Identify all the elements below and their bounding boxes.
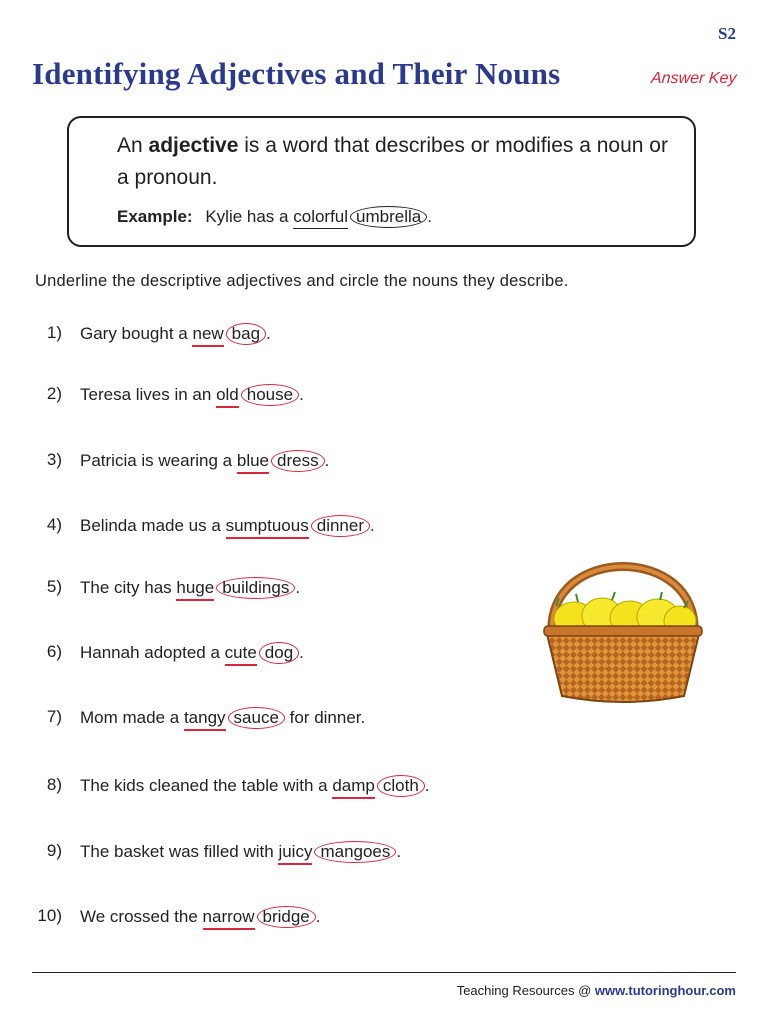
noun-answer: bridge: [257, 906, 316, 928]
adjective-answer: narrow: [203, 907, 255, 930]
definition-box: [67, 116, 696, 247]
instruction-text: Underline the descriptive adjectives and circle the nouns they describe.: [35, 272, 569, 290]
sentence-pre: Hannah adopted a: [80, 643, 220, 662]
question-sentence: [80, 323, 271, 347]
sentence-pre: Belinda made us a: [80, 516, 221, 535]
question-sentence: [80, 906, 321, 930]
question-number: 9): [46, 841, 62, 860]
footer-prefix: Teaching Resources @: [456, 983, 592, 998]
footer-site-link[interactable]: www.tutoringhour.com: [594, 983, 736, 998]
noun-answer: dress: [271, 450, 325, 472]
sentence-post: .: [295, 578, 301, 597]
question-number: 8): [46, 775, 62, 794]
sentence-post: .: [299, 385, 304, 404]
sentence-post: .: [324, 451, 330, 470]
definition-rest: is a word that describes or modifies a noun or a pronoun.: [117, 134, 668, 189]
question-number: 5): [46, 577, 62, 596]
question-number: 10): [37, 906, 62, 925]
sentence-post: .: [315, 907, 321, 926]
sentence-pre: Mom made a: [80, 708, 180, 727]
noun-answer: bag: [226, 323, 266, 345]
question-number: 3): [46, 450, 62, 469]
example-pre: Kylie has a: [205, 207, 289, 226]
adjective-answer: tangy: [184, 708, 226, 731]
sentence-post: .: [396, 842, 402, 861]
example-adjective: colorful: [293, 207, 348, 229]
example-post: .: [427, 207, 432, 226]
footer-divider: [32, 972, 736, 973]
question-number: 6): [46, 642, 62, 661]
adjective-answer: new: [192, 324, 223, 347]
example-line: [117, 206, 432, 229]
sentence-pre: Gary bought a: [80, 324, 188, 343]
question-number: 2): [46, 384, 62, 403]
adjective-answer: old: [216, 385, 239, 408]
sentence-post: .: [424, 776, 430, 795]
worksheet-code: S2: [718, 24, 736, 43]
sentence-post: .: [266, 324, 271, 343]
question-sentence: [80, 775, 430, 799]
adjective-answer: blue: [237, 451, 269, 474]
definition-text: [117, 130, 677, 194]
question-sentence: [80, 577, 300, 601]
noun-answer: buildings: [216, 577, 295, 599]
adjective-answer: juicy: [278, 842, 312, 865]
adjective-answer: sumptuous: [226, 516, 309, 539]
question-sentence: [80, 707, 365, 731]
question-number: 7): [46, 707, 62, 726]
page-title: Identifying Adjectives and Their Nouns: [32, 56, 561, 91]
sentence-pre: We crossed the: [80, 907, 198, 926]
question-item: [0, 384, 768, 414]
sentence-pre: The basket was filled with: [80, 842, 274, 861]
question-item: [0, 450, 768, 480]
sentence-post: .: [299, 643, 304, 662]
definition-intro: An: [117, 134, 143, 157]
noun-answer: cloth: [377, 775, 425, 797]
noun-answer: dinner: [311, 515, 370, 537]
adjective-answer: huge: [176, 578, 214, 601]
basket-body: [546, 630, 700, 702]
question-sentence: [80, 642, 304, 666]
noun-answer: sauce: [228, 707, 285, 729]
example-label: Example:: [117, 207, 193, 226]
sentence-post: .: [370, 516, 375, 535]
sentence-pre: The city has: [80, 578, 172, 597]
noun-answer: house: [241, 384, 299, 406]
definition-term: adjective: [148, 134, 239, 157]
answer-key-label: Answer Key: [650, 70, 737, 87]
question-item: [0, 775, 768, 805]
adjective-answer: cute: [225, 643, 257, 666]
question-item: [0, 323, 768, 353]
question-sentence: [80, 841, 401, 865]
noun-answer: dog: [259, 642, 299, 664]
question-item: [0, 841, 768, 871]
sentence-pre: Patricia is wearing a: [80, 451, 233, 470]
fruit-basket-illustration: [538, 524, 708, 714]
footer: [457, 983, 736, 998]
sentence-pre: The kids cleaned the table with a: [80, 776, 328, 795]
question-item: [0, 906, 768, 936]
sentence-pre: Teresa lives in an: [80, 385, 212, 404]
noun-answer: mangoes: [314, 841, 396, 863]
question-sentence: [80, 515, 375, 539]
basket-rim: [544, 626, 702, 636]
example-noun: umbrella: [350, 206, 427, 228]
adjective-answer: damp: [332, 776, 375, 799]
question-sentence: [80, 384, 304, 408]
sentence-post: for dinner.: [284, 708, 366, 727]
question-sentence: [80, 450, 329, 474]
question-number: 1): [46, 323, 62, 342]
question-number: 4): [46, 515, 62, 534]
